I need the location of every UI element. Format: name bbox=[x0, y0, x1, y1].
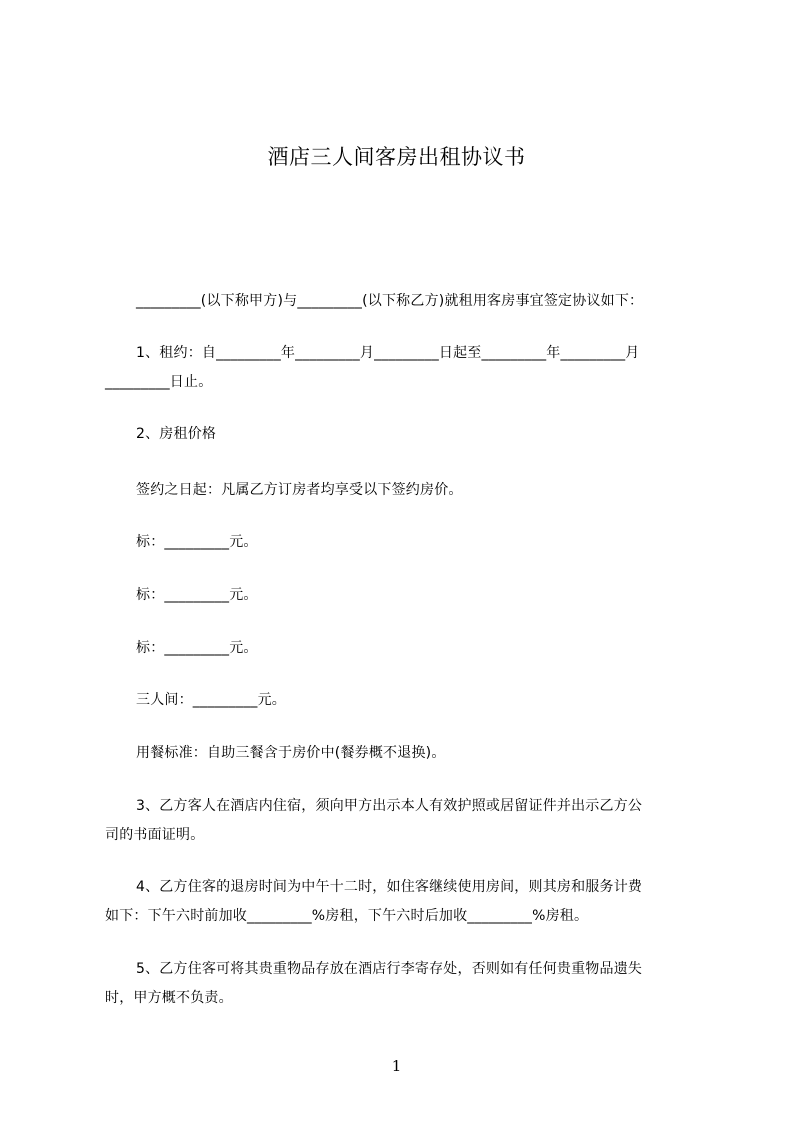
price-standard-3: 标：_________元。 bbox=[136, 640, 258, 656]
intro-paragraph: _________(以下称甲方)与_________(以下称乙方)就租用客房事宜签定协议如下： bbox=[136, 293, 644, 309]
clause-5-line-1: 5、乙方住客可将其贵重物品存放在酒店行李寄存处，否则如有任何贵重物品遗失 bbox=[136, 961, 643, 977]
price-intro: 签约之日起：凡属乙方订房者均享受以下签约房价。 bbox=[136, 482, 463, 498]
price-standard-1: 标：_________元。 bbox=[136, 534, 258, 550]
meal-standard: 用餐标准：自助三餐含于房价中(餐券概不退换)。 bbox=[136, 745, 446, 761]
clause-1-line-2: _________日止。 bbox=[105, 374, 213, 390]
clause-3-line-1: 3、乙方客人在酒店内住宿，须向甲方出示本人有效护照或居留证件并出示乙方公 bbox=[136, 798, 643, 814]
clause-3-line-2: 司的书面证明。 bbox=[105, 827, 205, 843]
clause-5-line-2: 时，甲方概不负责。 bbox=[105, 990, 233, 1006]
price-triple-room: 三人间：_________元。 bbox=[136, 692, 286, 708]
clause-2-heading: 2、房租价格 bbox=[136, 426, 217, 442]
clause-4-line-1: 4、乙方住客的退房时间为中午十二时，如住客继续使用房间，则其房和服务计费 bbox=[136, 879, 643, 895]
document-title: 酒店三人间客房出租协议书 bbox=[267, 145, 526, 169]
clause-1-line-1: 1、租约：自_________年_________月_________日起至_________年_________月 bbox=[136, 345, 640, 361]
price-standard-2: 标：_________元。 bbox=[136, 587, 258, 603]
page-number: 1 bbox=[391, 1057, 402, 1075]
clause-4-line-2: 如下：下午六时前加收_________%房租，下午六时后加收_________%房租。 bbox=[105, 908, 589, 924]
